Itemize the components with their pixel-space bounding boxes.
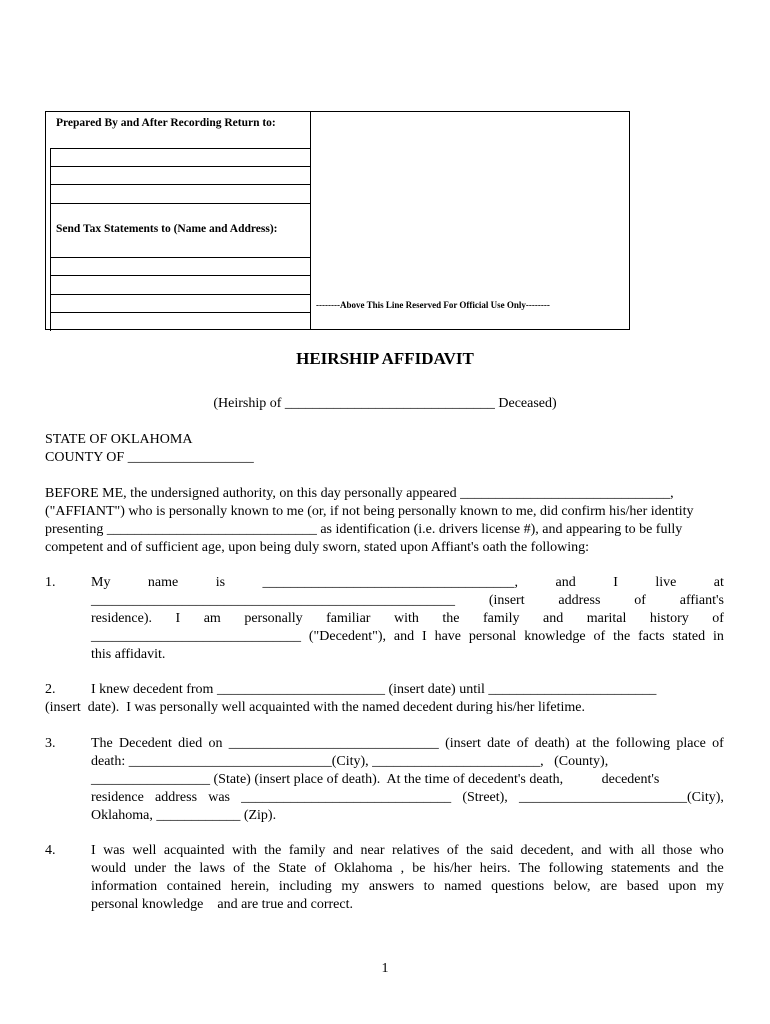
word: of [314, 861, 326, 876]
word: the [174, 861, 192, 876]
text: this affidavit. [91, 647, 166, 662]
item-1-number: 1. [45, 575, 56, 590]
item-3-paragraph [91, 735, 724, 825]
word: date [487, 736, 511, 751]
word: all [641, 843, 656, 858]
word: said [490, 843, 514, 858]
word: I [613, 575, 618, 590]
tax-statements-label: Send Tax Statements to (Name and Address): [56, 223, 278, 235]
reserved-notice [316, 300, 550, 310]
word: of [634, 593, 646, 608]
word: personal [468, 629, 517, 644]
box-divider [310, 112, 311, 329]
item-1-line-2 [91, 592, 724, 610]
word: contained [166, 879, 222, 894]
word: statements [611, 861, 671, 876]
word: have [434, 629, 461, 644]
heirship-line: (Heirship of ______________________________ Deceased) [213, 396, 557, 411]
word: of [516, 736, 529, 751]
text: I was personally well acquainted with the named decedent during his/her lifetime. [126, 700, 585, 715]
word: knowledge [524, 629, 586, 644]
intro-line-4: competent and of sufficient age, upon being duly sworn, stated upon Affiant's oath the following: [45, 540, 590, 555]
word: at [575, 736, 586, 751]
word: on [208, 736, 223, 751]
word: ________________________(City), [518, 790, 724, 805]
word: the [264, 843, 282, 858]
prepared-by-line-4[interactable] [50, 203, 310, 204]
word: address [155, 790, 198, 805]
word: death) [534, 736, 570, 751]
word: I [91, 843, 96, 858]
word: stated [672, 629, 706, 644]
word: including [278, 879, 332, 894]
word: ____________________________________, [262, 575, 519, 590]
item-4-line-3 [91, 878, 724, 896]
item-3-line-5 [91, 807, 724, 825]
page-number: 1 [381, 961, 389, 976]
text: personal knowledge and are true and correct. [91, 897, 353, 912]
word: of [712, 611, 724, 626]
word: name [147, 575, 179, 590]
word: was [103, 843, 125, 858]
item-3-line-1 [91, 735, 724, 753]
item-3-line-2 [91, 753, 724, 771]
word: below, [553, 879, 591, 894]
prepared-by-label: Prepared By and After Recording Return to: [56, 117, 276, 129]
word: named [444, 879, 482, 894]
word: The [518, 861, 541, 876]
word: with [608, 843, 634, 858]
word: (insert [488, 593, 525, 608]
word: following [615, 736, 671, 751]
word: to [423, 879, 435, 894]
item-3-line-3 [91, 771, 724, 789]
word: my [705, 879, 724, 894]
recording-info-box [45, 111, 630, 330]
word: residence [91, 790, 144, 805]
item-2-line-2 [45, 699, 585, 717]
word: based [626, 879, 659, 894]
word: answers [368, 879, 415, 894]
word: acquainted [163, 843, 225, 858]
word: live [655, 575, 677, 590]
word: of [233, 861, 245, 876]
word: information [91, 879, 158, 894]
word: affiant's [679, 593, 724, 608]
word: at [713, 575, 724, 590]
reserved-suffix: -------- [525, 300, 550, 310]
word: and [678, 861, 699, 876]
word: familiar [326, 611, 371, 626]
word: questions [491, 879, 545, 894]
word: place [676, 736, 706, 751]
word: the [706, 861, 724, 876]
intro-line-1: BEFORE ME, the undersigned authority, on this day personally appeared ______________________________, [45, 486, 674, 501]
word: heirs. [479, 861, 511, 876]
word: the [592, 736, 610, 751]
word: my [341, 879, 360, 894]
word: died [178, 736, 203, 751]
word: personally [244, 611, 303, 626]
word: under [134, 861, 167, 876]
word: of [446, 843, 459, 858]
state-line: STATE OF OKLAHOMA [45, 432, 193, 447]
recording-fields [50, 112, 310, 329]
text: I knew decedent from ________________________ (insert date) until ________________________ [91, 682, 657, 697]
word: is [215, 575, 226, 590]
tax-line-1[interactable] [50, 257, 310, 258]
word: the [442, 611, 460, 626]
word: address [558, 593, 601, 608]
word: ____________________________________________________ [91, 593, 455, 608]
text: Oklahoma, ____________ (Zip). [91, 808, 277, 823]
word: Decedent [119, 736, 172, 751]
word: was [208, 790, 230, 805]
item-3-line-4 [91, 789, 724, 807]
word: following [548, 861, 603, 876]
text: _________________ (State) (insert place of death). At the time of decedent's death, decedent's [91, 772, 660, 787]
intro-line-2: ("AFFIANT") who is personally known to me (or, if not being personally known to me, did confirm his/her identity [45, 504, 694, 519]
item-1-line-3 [91, 610, 724, 628]
word: upon [668, 879, 697, 894]
word: and [581, 843, 602, 858]
word: with [231, 843, 257, 858]
text: death: _____________________________(City), ________________________, (County), [91, 754, 609, 769]
word: The [91, 736, 113, 751]
word: of [593, 629, 606, 644]
word: and [332, 843, 354, 858]
word: (insert [445, 736, 481, 751]
word: decedent, [520, 843, 574, 858]
word: ______________________________ [91, 629, 301, 644]
tax-line-4[interactable] [50, 312, 310, 313]
word: the [252, 861, 271, 876]
item-1-paragraph [91, 574, 724, 664]
word: near [360, 843, 385, 858]
word: I [175, 611, 181, 626]
item-2-number: 2. [45, 682, 56, 697]
item-4-paragraph [91, 842, 724, 914]
word: be [412, 861, 426, 876]
word: those [662, 843, 693, 858]
county-line: COUNTY OF __________________ [45, 450, 254, 465]
word: with [393, 611, 419, 626]
word: the [465, 843, 484, 858]
word: am [203, 611, 221, 626]
word: and [555, 575, 576, 590]
word: family [482, 611, 520, 626]
item-4-number: 4. [45, 843, 56, 858]
item-2-line-1 [91, 681, 724, 699]
item-1-line-1 [91, 574, 724, 592]
word: who [699, 843, 724, 858]
word: ______________________________ [241, 790, 452, 805]
word: herein, [230, 879, 270, 894]
word: and [393, 629, 415, 644]
word: his/her [433, 861, 472, 876]
word: laws [199, 861, 226, 876]
item-4-line-4 [91, 896, 724, 914]
word: I [422, 629, 427, 644]
word: the [613, 629, 631, 644]
word: history [649, 611, 689, 626]
document-title: HEIRSHIP AFFIDAVIT [296, 349, 474, 368]
word: of [712, 736, 724, 751]
word: would [91, 861, 126, 876]
tax-line-2[interactable] [50, 275, 310, 276]
word: , [400, 861, 405, 876]
word: (Street), [462, 790, 508, 805]
tax-line-3[interactable] [50, 294, 310, 295]
prepared-by-line-1[interactable] [50, 148, 310, 149]
word: marital [586, 611, 627, 626]
word: (insert [45, 700, 81, 715]
item-3-number: 3. [45, 736, 56, 751]
intro-line-3: presenting ______________________________ as identification (i.e. drivers license #), and appearing to be fully [45, 522, 683, 537]
word: Oklahoma [334, 861, 393, 876]
item-1-line-5 [91, 646, 724, 664]
item-4-line-1 [91, 842, 724, 860]
word: date). [87, 700, 120, 715]
word: family [288, 843, 326, 858]
word: residence). [91, 611, 153, 626]
word: ______________________________ [228, 736, 439, 751]
word: are [600, 879, 618, 894]
word: State [278, 861, 307, 876]
word: in [712, 629, 724, 644]
prepared-by-line-3[interactable] [50, 184, 310, 185]
word: well [132, 843, 157, 858]
word: facts [638, 629, 665, 644]
word: ("Decedent"), [308, 629, 386, 644]
word: and [543, 611, 564, 626]
word: relatives [392, 843, 440, 858]
prepared-by-line-2[interactable] [50, 166, 310, 167]
reserved-prefix: -------- [316, 300, 340, 310]
item-1-line-4 [91, 628, 724, 646]
reserved-text: Above This Line Reserved For Official Use Only [339, 300, 526, 310]
item-4-line-2 [91, 860, 724, 878]
word: My [91, 575, 111, 590]
